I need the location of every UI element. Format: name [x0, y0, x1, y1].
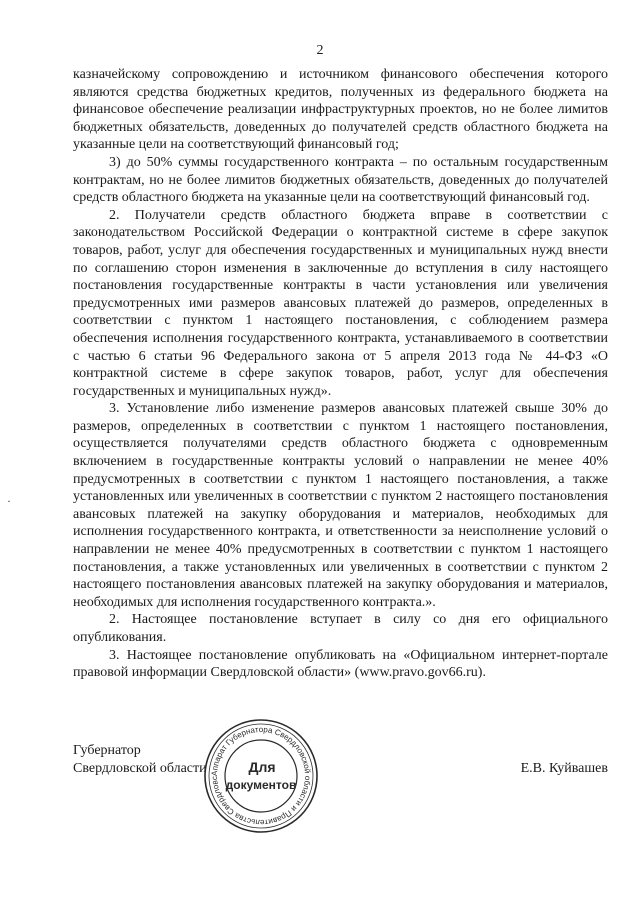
signatory-position — [73, 742, 207, 778]
paragraph-clause-3: 3. Установление либо изменение размеров авансовых платежей свыше 30% до размеров, определенных в соответствии с пунктом 1 настоящего постановления, осуществляется получателями средств областного бюджета с одновременным включением в государственные контракты условий о направлении не менее 40% предусмотренных в соответствии с пунктом 1 настоящего постановления, а также установленных или увеличенных в соответствии с пунктом 2 настоящего постановления авансовых платежей на закупку оборудования и материалов, необходимых для исполнения государственного контракта, и ответственности за неисполнение условий о направлении не менее 40% предусмотренных в соответствии с пунктом 1 настоящего постановления, а также установленных или увеличенных в соответствии с пунктом 2 настоящего постановления авансовых платежей на закупку оборудования и материалов, необходимых для исполнения государственного контракта.». — [73, 401, 608, 610]
signatory-name: Е.В. Куйвашев — [520, 761, 608, 776]
stamp-seal-icon — [202, 717, 320, 835]
signatory-region: Свердловской области — [73, 761, 207, 776]
document-stamp — [202, 717, 320, 835]
paragraph-publication: 3. Настоящее постановление опубликовать на «Официальном интернет-портале правовой информации Свердловской области» (www.pravo.gov66.ru). — [73, 647, 608, 681]
stamp-label-line1: Для — [248, 759, 276, 775]
signatory-title: Губернатор — [73, 743, 141, 758]
stamp-ring-text: Аппарат Губернатора Свердловской области и Правительства Свердловс — [209, 724, 313, 828]
paragraph-effective-date: 2. Настоящее постановление вступает в силу со дня его официального опубликования. — [73, 612, 608, 645]
document-body — [73, 66, 608, 682]
paragraph-clause-2: 2. Получатели средств областного бюджета вправе в соответствии с законодательством Российской Федерации о контрактной системе в сфере закупок товаров, работ, услуг для обеспечения государственных и муниципальных нужд внести по соглашению сторон изменения в заключенные до вступления в силу настоящего постановления государственные контракты в части установления или увеличения предусмотренных ими размеров авансовых платежей до размеров, определенных в соответствии с пунктом 1 настоящего постановления, с соблюдением размера обеспечения исполнения государственного контракта, устанавливаемого в соответствии с частью 6 статьи 96 Федерального закона от 5 апреля 2013 года № 44-ФЗ «О контрактной системе в сфере закупок товаров, работ, услуг для обеспечения государственных и муниципальных нужд». — [73, 207, 608, 399]
paragraph-item-3: 3) до 50% суммы государственного контракта – по остальным государственным контрактам, но не более лимитов бюджетных обязательств, доведенных до получателей средств областного бюджета на указанные цели на соответствующий финансовый год. — [73, 154, 608, 206]
page-number: 2 — [316, 43, 324, 58]
signature-block — [73, 742, 608, 842]
margin-scan-mark: · — [7, 494, 11, 508]
paragraph-continuation: казначейскому сопровождению и источником финансового обеспечения которого являются средства бюджетных кредитов, полученных из федерального бюджета на финансовое обеспечение реализации инфраструктурных проектов, но не более лимитов бюджетных обязательств, доведенных до получателей средств областного бюджета на указанные цели на соответствующий финансовый год; — [73, 67, 608, 153]
stamp-label-line2: документов — [225, 778, 297, 792]
